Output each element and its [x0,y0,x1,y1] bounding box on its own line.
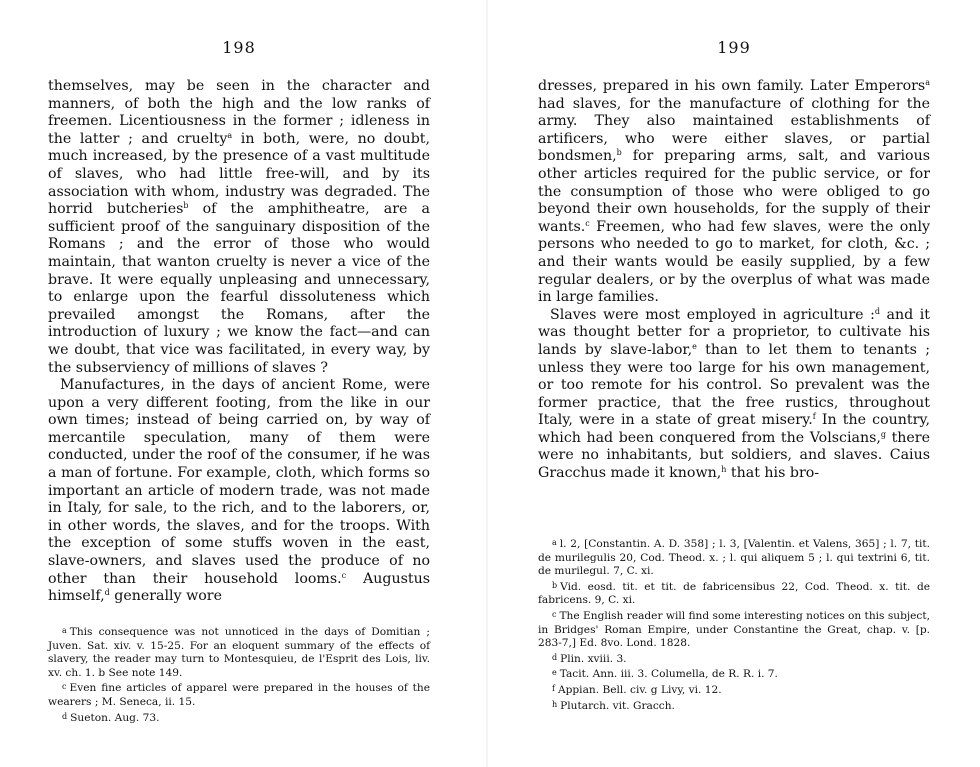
text-run: than to let them to tenants ; unless they were too large for his own management, or too remote for his control. So prevalent was the former practice, that the free rustics, throughout Italy, were in a state of great misery. [538,341,930,429]
text-run: In the country, which had been conquered from the Volscians, [538,412,931,446]
text-run: for preparing arms, salt, and various other articles required for the public service, or for the consumption of those who were obliged to go beyond their own households, for the supply of their wants. [538,148,930,235]
footnote [538,698,930,714]
footnote-mark: b [552,580,558,590]
footnote-marker: a [925,78,930,87]
paragraph [538,78,930,307]
footnotes [48,624,430,725]
footnote [48,710,430,726]
footnotes [538,536,930,713]
footnote [538,651,930,667]
footnote [538,666,930,682]
footnote [538,579,930,608]
footnote-marker: b [183,201,189,211]
footnote-marker: b [616,148,622,158]
gutter [486,0,488,767]
footnote-text: Vid. eosd. tit. et tit. de fabricensibus 22, Cod. Theod. x. tit. de fabricens. 9, C. xi. [538,580,930,607]
footnote-text: Even fine articles of apparel were prepared in the houses of the wearers ; M. Seneca, ii. 15. [48,682,430,708]
footnote-marker: a [227,130,233,140]
footnote-text: l. 2, [Constantin. A. D. 358] ; l. 3, [Valentin. et Valens, 365] ; l. 7, tit. de murilegulis 20, Cod. Theod. x. ; l. qui aliquem 5 ; l. qui textrini 6, tit. de murilegul. 7, C. xi. [538,538,930,578]
text-run: Slaves were most employed in agriculture : [550,306,875,323]
footnote [48,680,430,709]
paragraph [48,377,430,606]
footnote-marker: f [812,412,816,422]
footnote-text: This consequence was not unnoticed in the days of Domitian ; Juven. Sat. xiv. v. 15-25. For an eloquent summary of the effects of slavery, the reader may turn to Montesquieu, de l'Esprit des Lois, liv. xv. ch. 1. b See note 149. [48,626,430,679]
text-run: and it was thought better for a proprietor, to cultivate his lands by slave-labor, [538,306,930,358]
footnote-marker: e [692,341,697,351]
footnote-marker: d [874,306,880,316]
page-number: 199 [717,38,751,57]
text-run: there were no inhabitants, but soldiers, and slaves. Caius Gracchus made it known, [538,429,930,482]
footnote-mark: c [552,609,557,619]
footnote [538,682,930,698]
text-run: had slaves, for the manufacture of clothing for the army. They also maintained establishments of artificers, who were either slaves, or partial bondsmen, [538,95,930,165]
footnote-mark: c [62,682,67,692]
paragraph [538,307,930,483]
footnote-mark: e [552,668,557,678]
footnote [538,536,930,579]
footnote [538,608,930,651]
footnote-marker: c [341,570,347,580]
footnote-mark: a [62,626,67,635]
text-run: of the amphitheatre, are a sufficient proof of the sanguinary disposition of the Romans ; and the error of those who would maintain, that wanton cruelty is never a vice of the brave. It were equally unpleasing and unnecessary, to enlarge upon the fearful dissoluteness which prevailed amongst the Romans, after the introduction of luxury ; we know the fact—and can we doubt, that vice was facilitated, in every way, by the subserviency of millions of slaves ? [48,201,430,376]
footnote [48,624,430,680]
footnote-text: Tacit. Ann. iii. 3. Columella, de R. R. i. 7. [559,668,778,681]
text-run: in both, were, no doubt, much increased, by the presence of a vast multitude of slaves, who had little free-will, and by its association with whom, industry was degraded. The horrid butcheries [48,130,430,218]
page-number: 198 [222,38,256,57]
text-run: Manufactures, in the days of ancient Rome, were upon a very different footing, from the like in our own times; instead of being carried on, by way of mercantile speculation, many of them were conducted, under the roof of the consumer, if he was a man of fortune. For example, cloth, which forms so important an article of modern trade, was not made in Italy, for sale, to the rich, and to the laborers, or, in other words, the slaves, and for the troops. With the exception of some stuffs woven in the east, slave-owners, and slaves used the produce of no other than their household looms. [48,377,430,587]
footnote-marker: d [104,588,110,598]
footnote-text: The English reader will find some interesting notices on this subject, in Bridges' Roman Empire, under Constantine the Great, chap. v. [p. 283-7,] Ed. 8vo. Lond. 1828. [538,609,930,650]
footnote-marker: c [585,218,590,228]
main-text [48,78,430,606]
text-run: themselves, may be seen in the character and manners, of both the high and the low ranks of freemen. Licentiousness in the former ; idleness in the latter ; and cruelty [48,78,430,147]
text-run: dresses, prepared in his own family. Later Emperors [538,78,926,94]
paragraph [48,78,430,377]
text-run: Freemen, who had few slaves, were the only persons who needed to go to market, for cloth, &c. ; and their wants would be easily supplied, by a few regular dealers, or by the overplus of what was made in large families. [538,218,930,306]
text-run: that his bro- [726,465,820,482]
footnote-text: Plutarch. vit. Gracch. [560,699,675,712]
footnote-text: Plin. xviii. 3. [560,652,627,665]
footnote-mark: f [552,683,555,693]
footnote-text: Sueton. Aug. 73. [70,711,160,724]
footnote-mark: d [552,652,558,662]
footnote-marker: g [880,429,887,439]
footnote-mark: a [552,538,557,547]
footnote-mark: d [62,711,68,721]
footnote-text: Appian. Bell. civ. g Livy, vi. 12. [557,683,722,696]
text-run: generally wore [109,588,222,605]
footnote-marker: h [721,465,727,475]
footnote-mark: h [552,699,558,709]
text-run: Augustus himself, [48,570,431,605]
main-text [538,78,930,483]
